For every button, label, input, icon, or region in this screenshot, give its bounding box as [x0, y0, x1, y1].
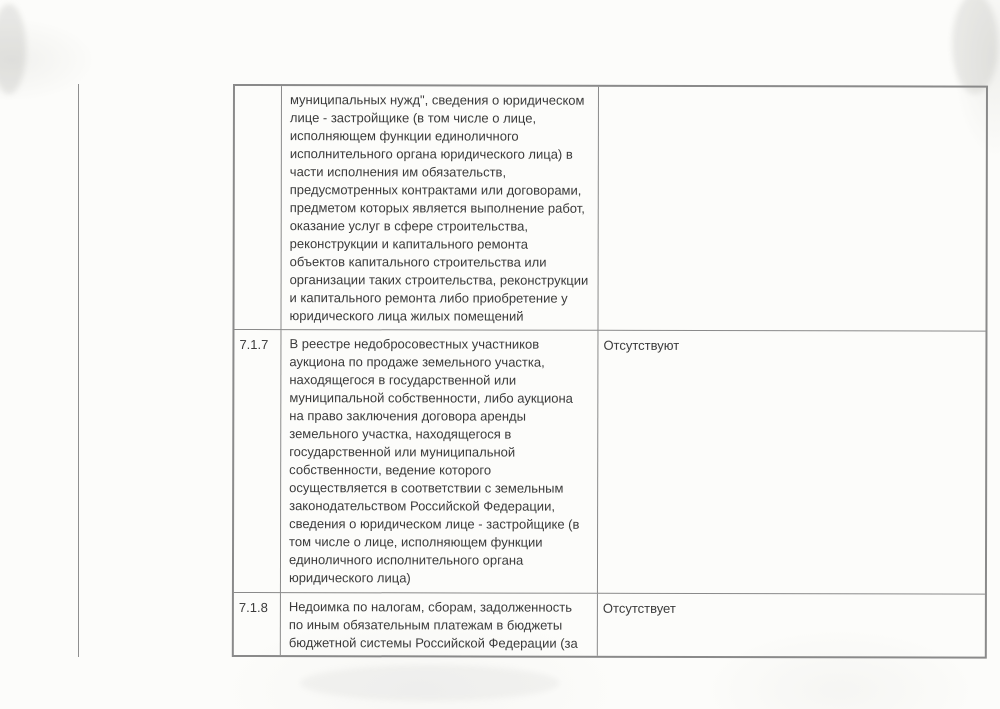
cell-item-number-717: 7.1.7: [234, 330, 282, 593]
cell-description-continuation: муниципальных нужд", сведения о юридическом лице - застройщике (в том числе о лице, исполняющем функции единоличного исполнительного органа юридического лица) в части исполнения им обязательств, предусмотренных контрактами или договорами, предметом которых является выполнение работ, оказание услуг в сфере строительства, реконструкции и капитального ремонта объектов капитального строительства или организации таких строительства, реконструкции и капитального ремонта либо приобретение у юридического лица жилых помещений: [281, 86, 599, 331]
cell-item-number-718: 7.1.8: [234, 593, 281, 655]
cell-item-number-continuation: [234, 86, 282, 330]
cell-status-continuation: [598, 87, 986, 332]
scan-noise: [952, 0, 998, 94]
cell-status-718: Отсутствует: [602, 600, 676, 616]
scan-noise: [0, 4, 26, 94]
declaration-table: [232, 84, 988, 659]
cell-description-718: Недоимка по налогам, сборам, задолженность по иным обязательным платежам в бюджеты бюджетной системы Российской Федерации (за: [281, 593, 598, 656]
scan-noise: [300, 665, 560, 701]
cell-description-717: В реестре недобросовестных участников аукциона по продаже земельного участка, находящегося в государственной или муниципальной собственности, либо аукциона на право заключения договора аренды земельного участка, находящегося в государственной или муниципальной собственности, ведение которого осуществляется в соответствии с земельным законодательством Российской Федерации, сведения о юридическом лице - застройщике (в том числе о лице, исполняющем функции единоличного исполнительного органа юридического лица): [281, 330, 599, 594]
cell-status-717: Отсутствуют: [598, 331, 986, 595]
page-edge-line: [78, 84, 79, 657]
